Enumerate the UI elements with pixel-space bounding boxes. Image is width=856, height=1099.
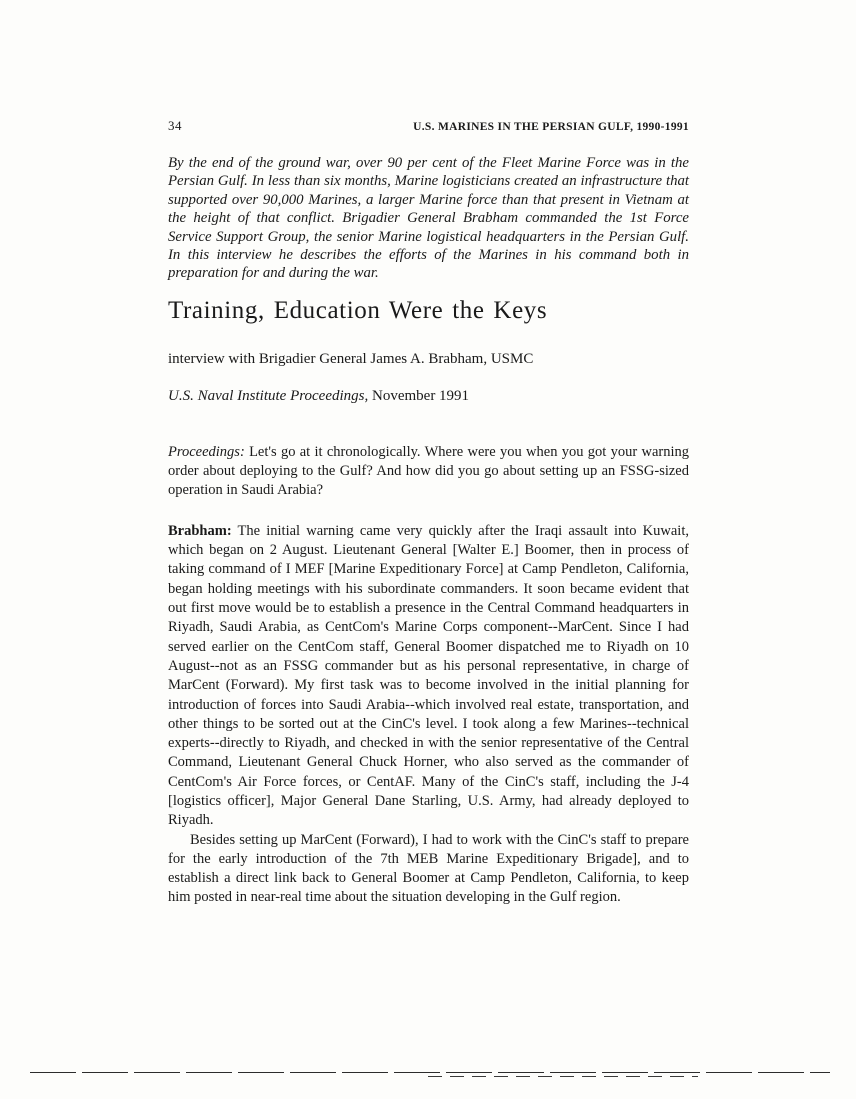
answer-paragraph-1 (168, 522, 689, 831)
bottom-rule-dashes (428, 1076, 698, 1077)
source-line (168, 388, 689, 405)
running-header: U.S. MARINES IN THE PERSIAN GULF, 1990-1991 (413, 121, 689, 133)
answer-text-1: The initial warning came very quickly after the Iraqi assault into Kuwait, which began on 2 August. Lieutenant General [Walter E.] Boomer, then in process of taking command of I MEF [Marine Expeditionary Force] at Camp Pendleton, California, began holding meetings with his subordinate commanders. It soon became evident that out first move would be to establish a presence in the Central Command headquarters in Riyadh, Saudi Arabia, as CentCom's Marine Corps component--MarCent. Since I had served earlier on the CentCom staff, General Boomer dispatched me to Riyadh on 10 August--not as an FSSG commander but as his personal representative, in charge of MarCent (Forward). My first task was to become involved in the initial planning for introduction of forces into Saudi Arabia--which involved real estate, transportation, and other things to be sorted out at the CinC's level. I took along a few Marines--technical experts--directly to Riyadh, and checked in with the senior representative of the Central Command, Lieutenant General Chuck Horner, who also served as the commander of CentCom's Air Force forces, or CentAF. Many of the CinC's staff, including the J-4 [logistics officer], Major General Dane Starling, U.S. Army, had already deployed to Riyadh. (168, 522, 689, 829)
article-title: Training, Education Were the Keys (168, 296, 548, 324)
intro-paragraph: By the end of the ground war, over 90 per cent of the Fleet Marine Force was in the Persian Gulf. In less than six months, Marine logisticians created an infrastructure that supported over 90,000 Marines, a larger Marine force than that present in Vietnam at the height of that conflict. Brigadier General Brabham commanded the 1st Force Service Support Group, the senior Marine logistical headquarters in the Persian Gulf. In this interview he describes the efforts of the Marines in his command both in preparation for and during the war. (168, 155, 689, 282)
bottom-rule (30, 1072, 830, 1073)
page-number: 34 (168, 118, 182, 133)
question-text: Let's go at it chronologically. Where were you when you got your warning order about deploying to the Gulf? And how did you go about setting up an FSSG-sized operation in Saudi Arabia? (168, 443, 689, 498)
answer-speaker: Brabham: (168, 522, 232, 539)
question-speaker: Proceedings: (168, 443, 245, 460)
source-journal: U.S. Naval Institute Proceedings, (168, 387, 369, 404)
question-paragraph (168, 443, 689, 500)
source-date: November 1991 (368, 387, 470, 404)
page-header (168, 118, 689, 134)
page-content (168, 118, 689, 908)
answer-paragraph-2: Besides setting up MarCent (Forward), I had to work with the CinC's staff to prepare for the early introduction of the 7th MEB Marine Expeditionary Brigade], and to establish a direct link back to General Boomer at Camp Pendleton, California, to keep him posted in near-real time about the situation developing in the Gulf region. (168, 831, 689, 906)
byline: interview with Brigadier General James A. Brabham, USMC (168, 350, 534, 367)
